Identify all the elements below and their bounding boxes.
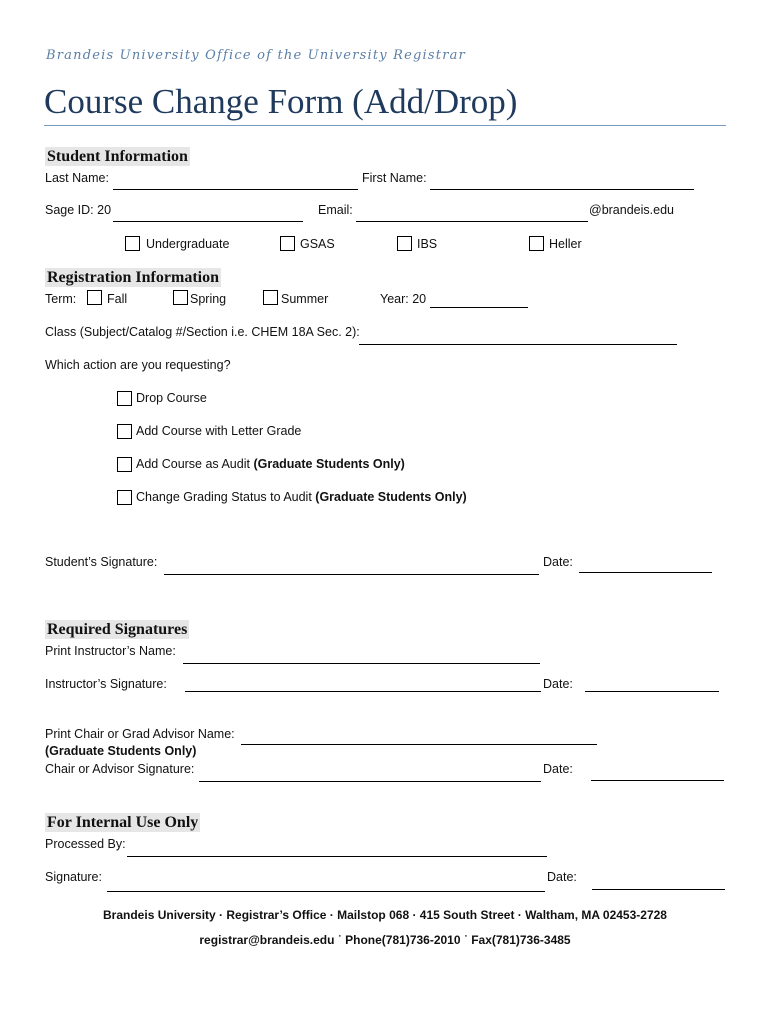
action-question: Which action are you requesting?: [45, 358, 231, 372]
footer-contact: registrar@brandeis.edu ˙ Phone(781)736-2010 ˙ Fax(781)736-3485: [199, 933, 571, 947]
processed-by-field[interactable]: [127, 856, 547, 857]
undergraduate-label: Undergraduate: [146, 237, 230, 251]
internal-use-heading: For Internal Use Only: [47, 814, 199, 831]
chair-date-field[interactable]: [591, 780, 724, 781]
add-letter-grade-label: Add Course with Letter Grade: [136, 424, 302, 438]
internal-date-label: Date:: [547, 870, 577, 884]
undergraduate-checkbox[interactable]: [125, 236, 140, 251]
drop-course-label: Drop Course: [136, 391, 207, 405]
add-letter-grade-checkbox[interactable]: [117, 424, 132, 439]
registrar-office-subtitle: Brandeis University Office of the University Registrar: [46, 48, 466, 63]
student-date-field[interactable]: [579, 572, 712, 573]
gsas-label: GSAS: [300, 237, 335, 251]
year-field[interactable]: [430, 307, 528, 308]
ibs-checkbox[interactable]: [397, 236, 412, 251]
fall-checkbox[interactable]: [87, 290, 102, 305]
fall-label: Fall: [107, 292, 128, 306]
chair-graduate-only-note: (Graduate Students Only): [45, 744, 197, 758]
internal-signature-field[interactable]: [107, 891, 545, 892]
change-to-audit-checkbox[interactable]: [117, 490, 132, 505]
sage-id-field[interactable]: [113, 221, 303, 222]
graduate-only-note: (Graduate Students Only): [315, 490, 467, 504]
instructor-date-label: Date:: [543, 677, 573, 691]
student-information-heading: Student Information: [47, 148, 188, 165]
chair-name-field[interactable]: [241, 744, 597, 745]
email-field[interactable]: [356, 221, 588, 222]
last-name-field[interactable]: [113, 189, 358, 190]
heller-checkbox[interactable]: [529, 236, 544, 251]
title-divider: [44, 125, 726, 126]
gsas-checkbox[interactable]: [280, 236, 295, 251]
student-signature-label: Student’s Signature:: [45, 555, 158, 569]
spring-checkbox[interactable]: [173, 290, 188, 305]
instructor-signature-field[interactable]: [185, 691, 541, 692]
change-to-audit-label: Change Grading Status to Audit (Graduate Students Only): [136, 490, 467, 504]
summer-checkbox[interactable]: [263, 290, 278, 305]
first-name-label: First Name:: [362, 171, 427, 185]
footer-address: Brandeis University · Registrar’s Office · Mailstop 068 · 415 South Street · Waltham, MA 02453-2728: [103, 908, 667, 922]
instructor-name-label: Print Instructor’s Name:: [45, 644, 176, 658]
ibs-label: IBS: [417, 237, 438, 251]
internal-signature-label: Signature:: [45, 870, 102, 884]
last-name-label: Last Name:: [45, 171, 109, 185]
chair-date-label: Date:: [543, 762, 573, 776]
graduate-only-note: (Graduate Students Only): [253, 457, 405, 471]
registration-information-heading: Registration Information: [47, 269, 219, 286]
student-date-label: Date:: [543, 555, 573, 569]
processed-by-label: Processed By:: [45, 837, 126, 851]
chair-signature-label: Chair or Advisor Signature:: [45, 762, 195, 776]
page-title: Course Change Form (Add/Drop): [44, 82, 518, 121]
chair-signature-field[interactable]: [199, 781, 541, 782]
email-label: Email:: [318, 203, 353, 217]
instructor-date-field[interactable]: [585, 691, 719, 692]
class-field[interactable]: [359, 344, 677, 345]
add-audit-label: Add Course as Audit (Graduate Students Only): [136, 457, 405, 471]
spring-label: Spring: [190, 292, 227, 306]
first-name-field[interactable]: [430, 189, 694, 190]
chair-name-label: Print Chair or Grad Advisor Name:: [45, 727, 235, 741]
instructor-name-field[interactable]: [183, 663, 540, 664]
year-label: Year: 20: [380, 292, 427, 306]
add-audit-checkbox[interactable]: [117, 457, 132, 472]
drop-course-checkbox[interactable]: [117, 391, 132, 406]
sage-id-label: Sage ID: 20: [45, 203, 112, 217]
email-suffix: @brandeis.edu: [589, 203, 674, 217]
internal-date-field[interactable]: [592, 889, 725, 890]
heller-label: Heller: [549, 237, 582, 251]
term-label: Term:: [45, 292, 77, 306]
required-signatures-heading: Required Signatures: [47, 621, 188, 638]
class-label: Class (Subject/Catalog #/Section i.e. CHEM 18A Sec. 2):: [45, 325, 360, 339]
student-signature-field[interactable]: [164, 574, 539, 575]
summer-label: Summer: [281, 292, 329, 306]
instructor-signature-label: Instructor’s Signature:: [45, 677, 167, 691]
